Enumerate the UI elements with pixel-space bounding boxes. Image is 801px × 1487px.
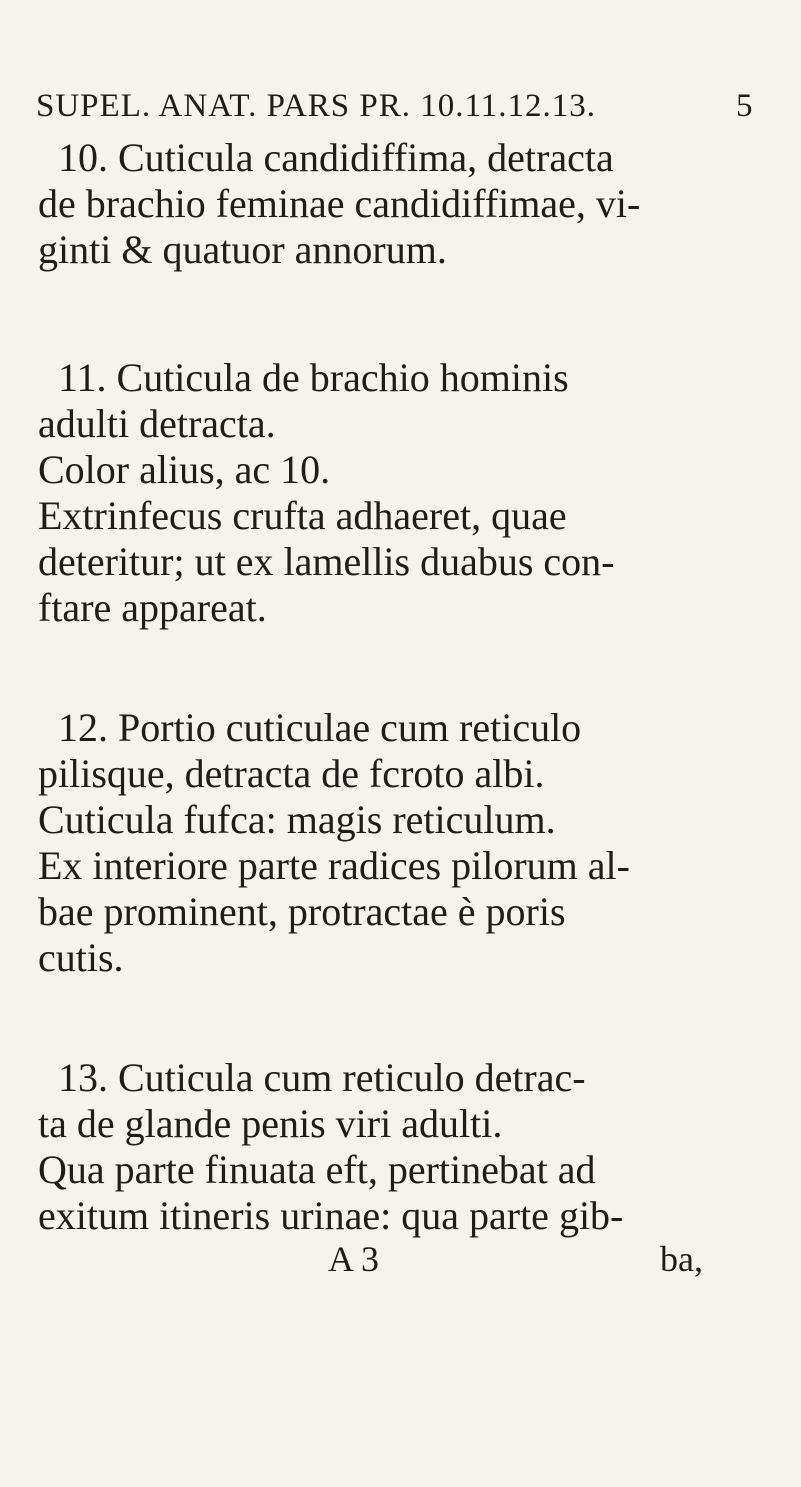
text-line: deteritur; ut ex lamellis duabus con- bbox=[38, 539, 615, 584]
text-line: bae prominent, protractae è poris bbox=[38, 889, 566, 934]
text-line: 11. Cuticula de brachio hominis bbox=[58, 355, 569, 400]
text-line: Color alius, ac 10. bbox=[38, 447, 331, 492]
text-line: Cuticula fufca: magis reticulum. bbox=[38, 797, 556, 842]
text-line: Ex interiore parte radices pilorum al- bbox=[38, 843, 630, 888]
text-line: Extrinfecus crufta adhaeret, quae bbox=[38, 493, 567, 538]
text-line: 13. Cuticula cum reticulo detrac- bbox=[58, 1055, 586, 1100]
text-line: cutis. bbox=[38, 935, 124, 980]
text-line: exitum itineris urinae: qua parte gib- bbox=[38, 1193, 624, 1238]
text-line: 10. Cuticula candidiffima, detracta bbox=[58, 135, 614, 180]
signature-mark: A 3 bbox=[328, 1239, 380, 1279]
text-line: de brachio feminae candidiffimae, vi- bbox=[38, 181, 641, 226]
text-line: ta de glande penis viri adulti. bbox=[38, 1101, 503, 1146]
text-line: ftare appareat. bbox=[38, 585, 267, 630]
text-line: Qua parte finuata eft, pertinebat ad bbox=[38, 1147, 596, 1192]
text-line: pilisque, detracta de fcroto albi. bbox=[38, 751, 545, 796]
text-line: ginti & quatuor annorum. bbox=[38, 227, 447, 272]
running-head bbox=[36, 88, 776, 128]
running-head-title: SUPEL. ANAT. PARS PR. 10.11.12.13. bbox=[36, 88, 596, 124]
text-line: adulti detracta. bbox=[38, 401, 276, 446]
page-number: 5 bbox=[736, 88, 754, 124]
catchword: ba, bbox=[660, 1239, 703, 1279]
text-line: 12. Portio cuticulae cum reticulo bbox=[58, 705, 582, 750]
